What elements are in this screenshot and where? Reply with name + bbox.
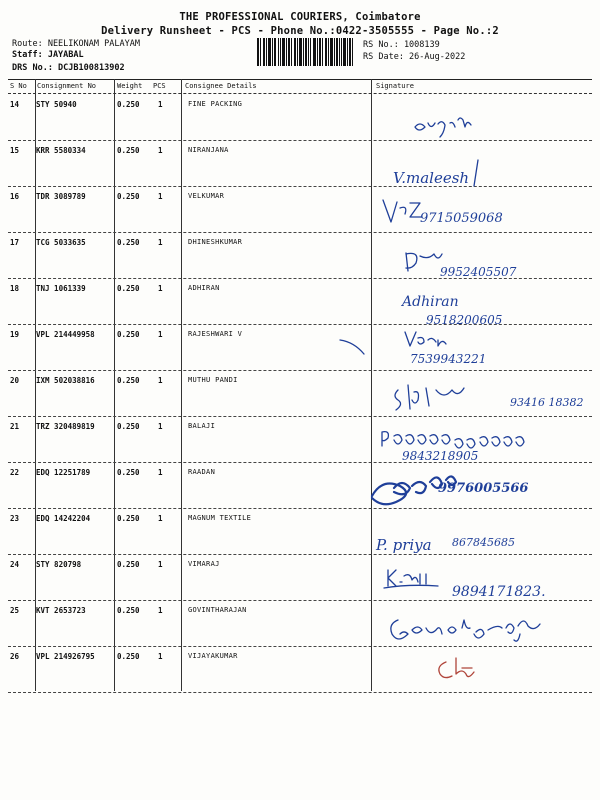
row-consignment: TDR 3089789 bbox=[36, 192, 86, 201]
row-pcs: 1 bbox=[158, 284, 163, 293]
handwritten-name: V.maleesh bbox=[393, 169, 470, 187]
signature-mark bbox=[474, 160, 478, 186]
row-pcs: 1 bbox=[158, 192, 163, 201]
row-consignment: VPL 214449958 bbox=[36, 330, 95, 339]
signature-mark bbox=[395, 385, 464, 410]
row-consignment: EDQ 12251789 bbox=[36, 468, 91, 477]
row-weight: 0.250 bbox=[117, 284, 140, 293]
signature-mark bbox=[340, 340, 364, 354]
row-sno: 17 bbox=[10, 238, 20, 247]
row-consignee: VIMARAJ bbox=[188, 560, 220, 568]
row-consignee: GOVINTHARAJAN bbox=[188, 606, 247, 614]
row-pcs: 1 bbox=[158, 652, 163, 661]
row-sno: 26 bbox=[10, 652, 20, 661]
row-weight: 0.250 bbox=[117, 652, 140, 661]
row-weight: 0.250 bbox=[117, 422, 140, 431]
row-weight: 0.250 bbox=[117, 192, 140, 201]
row-consignee: RAJESHWARI V bbox=[188, 330, 243, 338]
handwritten-phone: 7539943221 bbox=[410, 352, 487, 366]
row-weight: 0.250 bbox=[117, 146, 140, 155]
route-label: Route: NEELIKONAM PALAYAM bbox=[12, 39, 140, 49]
runsheet-title: Delivery Runsheet - PCS - Phone No.:0422-3505555 - Page No.:2 bbox=[101, 25, 499, 37]
signature-mark bbox=[405, 332, 446, 346]
col-weight: Weight bbox=[117, 82, 143, 90]
row-sno: 19 bbox=[10, 330, 20, 339]
row-weight: 0.250 bbox=[117, 330, 140, 339]
handwritten-phone: 93416 18382 bbox=[510, 396, 584, 409]
row-consignment: TRZ 320489819 bbox=[36, 422, 95, 431]
col-signature: Signature bbox=[376, 82, 414, 90]
row-weight: 0.250 bbox=[117, 606, 140, 615]
row-consignee: VIJAYAKUMAR bbox=[188, 652, 238, 660]
signature-mark bbox=[415, 118, 471, 137]
row-sno: 15 bbox=[10, 146, 20, 155]
drs-number: DRS No.: DCJB100813902 bbox=[12, 63, 125, 73]
signature-mark bbox=[384, 585, 438, 588]
signature-mark bbox=[391, 620, 540, 641]
row-consignment: STY 50940 bbox=[36, 100, 77, 109]
row-sno: 20 bbox=[10, 376, 20, 385]
col-consignee: Consignee Details bbox=[185, 82, 257, 90]
signature-mark bbox=[406, 253, 442, 271]
col-pcs: PCS bbox=[153, 82, 166, 90]
row-sno: 25 bbox=[10, 606, 20, 615]
col-sno: S No bbox=[10, 82, 27, 90]
row-consignment: KRR 5580334 bbox=[36, 146, 86, 155]
row-consignee: VELKUMAR bbox=[188, 192, 225, 200]
row-sno: 24 bbox=[10, 560, 20, 569]
handwritten-phone: 9894171823. bbox=[452, 584, 546, 600]
row-consignee: RAADAN bbox=[188, 468, 216, 476]
signature-mark bbox=[382, 432, 524, 448]
handwritten-phone: 9976005566 bbox=[438, 481, 529, 496]
handwritten-name: P. priya bbox=[376, 536, 432, 554]
handwritten-phone: 867845685 bbox=[452, 536, 515, 549]
handwritten-phone: 9518200605 bbox=[426, 313, 503, 327]
signature-mark bbox=[388, 570, 426, 586]
row-pcs: 1 bbox=[158, 606, 163, 615]
row-sno: 18 bbox=[10, 284, 20, 293]
signature-mark bbox=[383, 200, 422, 222]
row-consignment: EDQ 14242204 bbox=[36, 514, 91, 523]
row-pcs: 1 bbox=[158, 330, 163, 339]
row-pcs: 1 bbox=[158, 146, 163, 155]
row-weight: 0.250 bbox=[117, 238, 140, 247]
row-pcs: 1 bbox=[158, 514, 163, 523]
row-weight: 0.250 bbox=[117, 514, 140, 523]
row-weight: 0.250 bbox=[117, 560, 140, 569]
row-sno: 21 bbox=[10, 422, 20, 431]
company-title: THE PROFESSIONAL COURIERS, Coimbatore bbox=[179, 11, 421, 23]
row-sno: 16 bbox=[10, 192, 20, 201]
row-pcs: 1 bbox=[158, 100, 163, 109]
row-consignment: VPL 214926795 bbox=[36, 652, 95, 661]
staff-label: Staff: JAYABAL bbox=[12, 50, 84, 60]
row-pcs: 1 bbox=[158, 238, 163, 247]
handwritten-name: Adhiran bbox=[402, 294, 459, 310]
row-consignment: IXM 502038816 bbox=[36, 376, 95, 385]
handwritten-phone: 9715059068 bbox=[420, 211, 503, 226]
row-consignment: STY 820798 bbox=[36, 560, 82, 569]
row-pcs: 1 bbox=[158, 376, 163, 385]
row-consignee: DHINESHKUMAR bbox=[188, 238, 243, 246]
signature-mark bbox=[439, 658, 474, 678]
rs-date: RS Date: 26-Aug-2022 bbox=[363, 52, 466, 62]
row-pcs: 1 bbox=[158, 422, 163, 431]
row-consignee: MUTHU PANDI bbox=[188, 376, 238, 384]
row-pcs: 1 bbox=[158, 468, 163, 477]
row-sno: 14 bbox=[10, 100, 20, 109]
row-weight: 0.250 bbox=[117, 468, 140, 477]
row-consignment: TCG 5033635 bbox=[36, 238, 86, 247]
row-consignee: NIRANJANA bbox=[188, 146, 229, 154]
row-consignee: ADHIRAN bbox=[188, 284, 220, 292]
row-weight: 0.250 bbox=[117, 100, 140, 109]
row-pcs: 1 bbox=[158, 560, 163, 569]
row-consignee: MAGNUM TEXTILE bbox=[188, 514, 252, 522]
row-weight: 0.250 bbox=[117, 376, 140, 385]
handwritten-phone: 9952405507 bbox=[440, 265, 517, 279]
col-consignment: Consignment No bbox=[37, 82, 97, 90]
row-sno: 23 bbox=[10, 514, 20, 523]
row-consignment: KVT 2653723 bbox=[36, 606, 86, 615]
rs-number: RS No.: 1008139 bbox=[363, 40, 440, 50]
row-consignee: BALAJI bbox=[188, 422, 216, 430]
row-consignee: FINE PACKING bbox=[188, 100, 243, 108]
row-consignment: TNJ 1061339 bbox=[36, 284, 86, 293]
handwritten-phone: 9843218905 bbox=[402, 449, 479, 463]
row-sno: 22 bbox=[10, 468, 20, 477]
